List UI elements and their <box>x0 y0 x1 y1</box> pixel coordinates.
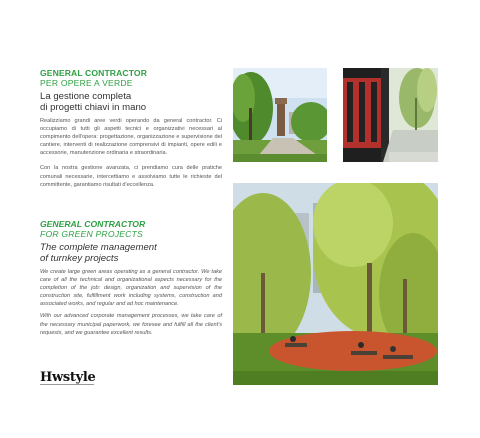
park-path-photo <box>233 68 327 162</box>
english-heading-line2: of turnkey projects <box>40 253 119 264</box>
english-heading-line1: The complete management <box>40 242 157 253</box>
italian-section <box>40 68 222 189</box>
red-building-photo <box>343 68 438 162</box>
italian-heading <box>40 91 222 113</box>
english-heading <box>40 242 222 264</box>
italian-heading-line2: di progetti chiavi in mano <box>40 102 147 113</box>
english-paragraph-1: We create large green areas operating as a general contractor. We take care of all the technical and organizational aspects necessary for the completion of the job: design, organization and supervision of the construction site, fulfillment work including systems, construction and associated works, and regular and ad hoc maintenance. <box>40 269 222 308</box>
english-subtitle: FOR GREEN PROJECTS <box>40 229 143 239</box>
italian-paragraph-1: Realizziamo grandi aree verdi operando da general contractor. Ci occupiamo di tutti gli aspetti tecnici e organizzativi necessari al compimento dell'opera: progettazione, organizzazione e supervisione del cantiere, interventi di realizzazione comprensivi di impianti, opere edili e accessorie, manutenzione ordinaria e straordinaria. <box>40 118 222 157</box>
italian-subtitle: PER OPERE A VERDE <box>40 78 133 88</box>
english-title: GENERAL CONTRACTOR <box>40 219 146 229</box>
brand-logo: Hwstyle <box>40 370 96 385</box>
italian-title: GENERAL CONTRACTOR <box>40 68 147 78</box>
english-paragraph-2: With our advanced corporate management processes, we take care of the necessary municipal paperwork, we foresee and fulfill all the client's requests, and we guarantee excellent results. <box>40 313 222 336</box>
logo-underline <box>40 384 94 387</box>
italian-paragraph-2: Con la nostra gestione avanzata, ci prendiamo cura delle pratiche comunali necessarie, intercettiamo e assolviamo tutte le richieste del committente, garantiamo risultati d'eccellenza. <box>40 165 222 188</box>
italian-heading-line1: La gestione completa <box>40 91 132 102</box>
willow-park-photo <box>233 183 438 385</box>
english-section <box>40 219 222 337</box>
